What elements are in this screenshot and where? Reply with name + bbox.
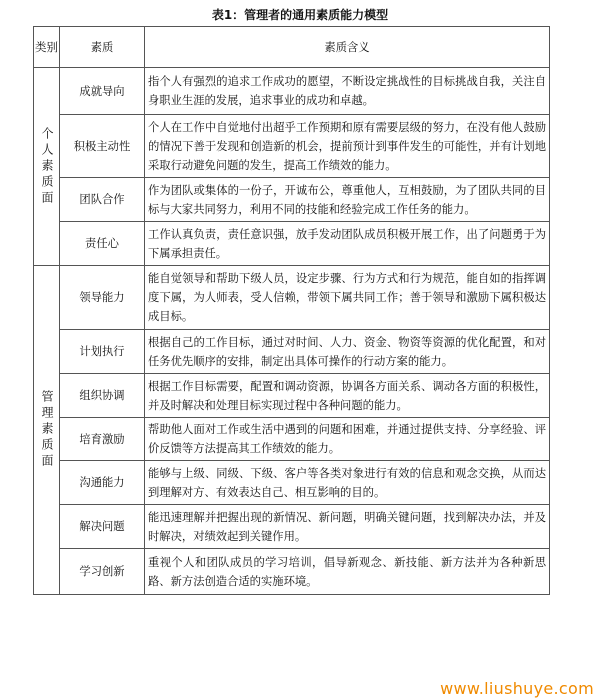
meaning-cell: 根据自己的工作目标，通过对时间、人力、资金、物资等资源的优化配置，和对任务优先顺序的安排，制定出具体可操作的行动方案的能力。 <box>145 330 550 374</box>
table-row <box>34 461 550 505</box>
meaning-cell: 帮助他人面对工作或生活中遇到的问题和困难，并通过提供支持、分享经验、评价反馈等方法提高其工作绩效的能力。 <box>145 418 550 461</box>
quality-cell: 责任心 <box>60 222 145 266</box>
meaning-cell: 重视个人和团队成员的学习培训，倡导新观念、新技能、新方法并为各种新思路、新方法创造合适的实施环境。 <box>145 549 550 595</box>
quality-cell: 团队合作 <box>60 178 145 222</box>
table-row <box>34 115 550 178</box>
meaning-cell: 作为团队或集体的一份子，开诚布公，尊重他人，互相鼓励，为了团队共同的目标与大家共同努力，利用不同的技能和经验完成工作任务的能力。 <box>145 178 550 222</box>
table-row <box>34 68 550 115</box>
quality-cell: 领导能力 <box>60 266 145 330</box>
table-row <box>34 418 550 461</box>
meaning-cell: 能迅速理解并把握出现的新情况、新问题，明确关键问题，找到解决办法，并及时解决，对绩效起到关键作用。 <box>145 505 550 549</box>
quality-cell: 计划执行 <box>60 330 145 374</box>
table-row <box>34 330 550 374</box>
quality-cell: 解决问题 <box>60 505 145 549</box>
competency-model-table <box>33 26 550 595</box>
table-row <box>34 178 550 222</box>
quality-cell: 学习创新 <box>60 549 145 595</box>
meaning-cell: 根据工作目标需要，配置和调动资源，协调各方面关系、调动各方面的积极性，并及时解决和处理目标实现过程中各种问题的能力。 <box>145 374 550 418</box>
table-row <box>34 374 550 418</box>
meaning-cell: 能够与上级、同级、下级、客户等各类对象进行有效的信息和观念交换，从而达到理解对方、有效表达自己、相互影响的目的。 <box>145 461 550 505</box>
quality-cell: 沟通能力 <box>60 461 145 505</box>
table-row <box>34 266 550 330</box>
header-meaning: 素质含义 <box>145 27 550 68</box>
meaning-cell: 指个人有强烈的追求工作成功的愿望，不断设定挑战性的目标挑战自我，关注自身职业生涯的发展，追求事业的成功和卓越。 <box>145 68 550 115</box>
category-personal: 个人素质面 <box>34 68 60 266</box>
quality-cell: 培育激励 <box>60 418 145 461</box>
table-title: 表1：管理者的通用素质能力模型 <box>211 8 389 22</box>
quality-cell: 组织协调 <box>60 374 145 418</box>
meaning-cell: 个人在工作中自觉地付出超乎工作预期和原有需要层级的努力，在没有他人鼓励的情况下善于发现和创造新的机会，提前预计到事件发生的可能性，并有计划地采取行动避免问题的发生，提高工作绩效的能力。 <box>145 115 550 178</box>
table-row <box>34 222 550 266</box>
meaning-cell: 工作认真负责，责任意识强，放手发动团队成员积极开展工作，出了问题勇于为下属承担责任。 <box>145 222 550 266</box>
site-watermark: www.liushuye.com <box>440 679 594 698</box>
quality-cell: 成就导向 <box>60 68 145 115</box>
header-category: 类别 <box>34 27 60 68</box>
category-management: 管理素质面 <box>34 266 60 595</box>
table-header-row <box>34 27 550 68</box>
table-row <box>34 549 550 595</box>
header-quality: 素质 <box>60 27 145 68</box>
quality-cell: 积极主动性 <box>60 115 145 178</box>
table-row <box>34 505 550 549</box>
meaning-cell: 能自觉领导和帮助下级人员，设定步骤、行为方式和行为规范，能自如的指挥调度下属，为人师表，受人信赖，带领下属共同工作；善于领导和激励下属积极达成目标。 <box>145 266 550 330</box>
